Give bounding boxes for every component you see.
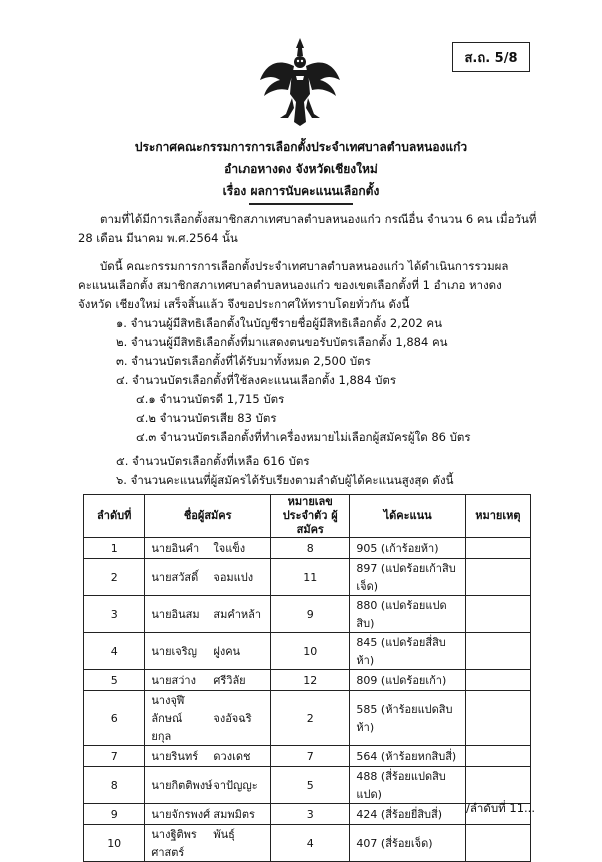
title-divider — [249, 203, 353, 205]
item-eligible-voters: ๑. จำนวนผู้มีสิทธิเลือกตั้งในบัญชีรายชื่อผู้มีสิทธิเลือกตั้ง 2,202 คน — [116, 316, 442, 330]
cell-name — [145, 746, 271, 767]
cell-seq: 2 — [84, 559, 145, 596]
cell-seq: 4 — [84, 633, 145, 670]
candidate-first-name: นายอินคำ — [151, 542, 200, 555]
cell-number: 5 — [271, 767, 350, 804]
cell-seq: 9 — [84, 804, 145, 825]
cell-votes: 905 (เก้าร้อยห้า) — [350, 538, 465, 559]
table-row — [84, 670, 531, 691]
table-row — [84, 825, 531, 862]
candidate-first-name: นายอินสม — [151, 608, 200, 621]
table-row — [84, 804, 531, 825]
item-candidate-scores-heading: ๖. จำนวนคะแนนที่ผู้สมัครได้รับเรียงตามลำดับผู้ได้คะแนนสูงสุด ดังนี้ — [116, 473, 454, 487]
candidate-last-name: จงอัจฉริยกุล — [151, 712, 252, 743]
cell-votes: 880 (แปดร้อยแปดสิบ) — [350, 596, 465, 633]
cell-note — [465, 559, 530, 596]
item-ballots-received: ๓. จำนวนบัตรเลือกตั้งที่ได้รับมาทั้งหมด 2,500 บัตร — [116, 354, 371, 368]
item-remaining-ballots: ๕. จำนวนบัตรเลือกตั้งที่เหลือ 616 บัตร — [116, 454, 310, 468]
results-table — [83, 494, 531, 862]
cell-votes: 809 (แปดร้อยเก้า) — [350, 670, 465, 691]
cell-name — [145, 538, 271, 559]
cell-number: 7 — [271, 746, 350, 767]
candidate-last-name: สมพมิตร — [213, 808, 255, 821]
candidate-first-name: นายสว่าง — [151, 674, 196, 687]
cell-number: 8 — [271, 538, 350, 559]
cell-name — [145, 691, 271, 746]
announcement-subject: เรื่อง ผลการนับคะแนนเลือกตั้ง — [222, 184, 380, 198]
cell-name — [145, 767, 271, 804]
cell-number: 9 — [271, 596, 350, 633]
cell-note — [465, 538, 530, 559]
candidate-first-name: นายกิตติพงษ์ — [151, 779, 213, 792]
item-good-ballots: ๔.๑ จำนวนบัตรดี 1,715 บัตร — [136, 392, 285, 406]
cell-note — [465, 825, 530, 862]
table-row — [84, 538, 531, 559]
cell-votes: 897 (แปดร้อยเก้าสิบเจ็ด) — [350, 559, 465, 596]
page-continuation-note: /ลำดับที่ 11... — [466, 801, 535, 815]
candidate-last-name: ดวงเดช — [213, 750, 251, 763]
table-row — [84, 596, 531, 633]
cell-number: 12 — [271, 670, 350, 691]
header-name: ชื่อผู้สมัคร — [145, 495, 271, 538]
cell-seq: 7 — [84, 746, 145, 767]
table-row — [84, 767, 531, 804]
cell-votes: 488 (สี่ร้อยแปดสิบแปด) — [350, 767, 465, 804]
cell-name — [145, 559, 271, 596]
cell-seq: 1 — [84, 538, 145, 559]
table-row — [84, 691, 531, 746]
table-row — [84, 633, 531, 670]
intro-paragraph: ตามที่ได้มีการเลือกตั้งสมาชิกสภาเทศบาลตำบลหนองแก๋ว กรณีอื่น จำนวน 6 คน เมื่อวันที่ 28 เดือน มีนาคม พ.ศ.2564 นั้น — [78, 212, 537, 245]
candidate-last-name: จอมแปง — [213, 571, 254, 584]
item-voters-turnout: ๒. จำนวนผู้มีสิทธิเลือกตั้งที่มาแสดงตนขอรับบัตรเลือกตั้ง 1,884 คน — [116, 335, 448, 349]
candidate-first-name: นางจุฬีลักษณ์ — [151, 694, 185, 725]
cell-name — [145, 633, 271, 670]
header-seq: ลำดับที่ — [84, 495, 145, 538]
garuda-emblem-icon — [258, 36, 342, 128]
cell-name — [145, 804, 271, 825]
candidate-last-name: สมคำหล้า — [213, 608, 262, 621]
header-votes: ได้คะแนน — [350, 495, 465, 538]
cell-number: 2 — [271, 691, 350, 746]
candidate-first-name: นายสวัสดิ์ — [151, 571, 199, 584]
candidate-last-name: ศรีวิลัย — [213, 674, 246, 687]
candidate-first-name: นายจักรพงศ์ — [151, 808, 211, 821]
cell-votes: 424 (สี่ร้อยยี่สิบสี่) — [350, 804, 465, 825]
candidate-last-name: ใจแข็ง — [213, 542, 246, 555]
header-note: หมายเหตุ — [465, 495, 530, 538]
cell-votes: 407 (สี่ร้อยเจ็ด) — [350, 825, 465, 862]
candidate-last-name: จาปัญญะ — [213, 779, 258, 792]
cell-number: 4 — [271, 825, 350, 862]
cell-note — [465, 670, 530, 691]
cell-name — [145, 825, 271, 862]
cell-seq: 6 — [84, 691, 145, 746]
candidate-first-name: นายเจริญ — [151, 645, 198, 658]
candidate-last-name: พันธุ์ศาสตร์ — [151, 828, 235, 859]
form-code-box: ส.ถ. 5/8 — [452, 42, 530, 72]
item-spoiled-ballots: ๔.๒ จำนวนบัตรเสีย 83 บัตร — [136, 411, 277, 425]
candidate-first-name: นางฐิติพร — [151, 828, 197, 841]
candidate-last-name: ฝูงคน — [213, 645, 241, 658]
cell-votes: 845 (แปดร้อยสี่สิบห้า) — [350, 633, 465, 670]
cell-note — [465, 691, 530, 746]
item-ballots-used: ๔. จำนวนบัตรเลือกตั้งที่ใช้ลงคะแนนเลือกตั้ง 1,884 บัตร — [116, 373, 397, 387]
header-number: หมายเลขประจำตัว ผู้สมัคร — [271, 495, 350, 538]
candidate-first-name: นายรินทร์ — [151, 750, 199, 763]
cell-name — [145, 596, 271, 633]
cell-number: 11 — [271, 559, 350, 596]
cell-seq: 5 — [84, 670, 145, 691]
table-row — [84, 746, 531, 767]
table-row — [84, 559, 531, 596]
table-header-row — [84, 495, 531, 538]
cell-seq: 3 — [84, 596, 145, 633]
cell-number: 10 — [271, 633, 350, 670]
result-paragraph: บัดนี้ คณะกรรมการการเลือกตั้งประจำเทศบาลตำบลหนองแก๋ว ได้ดำเนินการรวมผลคะแนนเลือกตั้ง สมาชิกสภาเทศบาลตำบลหนองแก๋ว ของเขตเลือกตั้งที่ 1 อำเภอ หางดง จังหวัด เชียงใหม่ เสร็จสิ้นแล้ว จึงขอประกาศให้ทราบโดยทั่วกัน ดังนี้ — [78, 259, 509, 311]
announcement-title-line-2: อำเภอหางดง จังหวัดเชียงใหม่ — [224, 162, 378, 176]
cell-votes: 585 (ห้าร้อยแปดสิบห้า) — [350, 691, 465, 746]
cell-note — [465, 596, 530, 633]
cell-seq: 10 — [84, 825, 145, 862]
cell-votes: 564 (ห้าร้อยหกสิบสี่) — [350, 746, 465, 767]
cell-name — [145, 670, 271, 691]
cell-note — [465, 767, 530, 804]
cell-note — [465, 746, 530, 767]
cell-seq: 8 — [84, 767, 145, 804]
cell-number: 3 — [271, 804, 350, 825]
announcement-title-line-1: ประกาศคณะกรรมการการเลือกตั้งประจำเทศบาลตำบลหนองแก๋ว — [134, 140, 468, 154]
item-no-vote-ballots: ๔.๓ จำนวนบัตรเลือกตั้งที่ทำเครื่องหมายไม่เลือกผู้สมัครผู้ใด 86 บัตร — [136, 430, 471, 444]
cell-note — [465, 633, 530, 670]
